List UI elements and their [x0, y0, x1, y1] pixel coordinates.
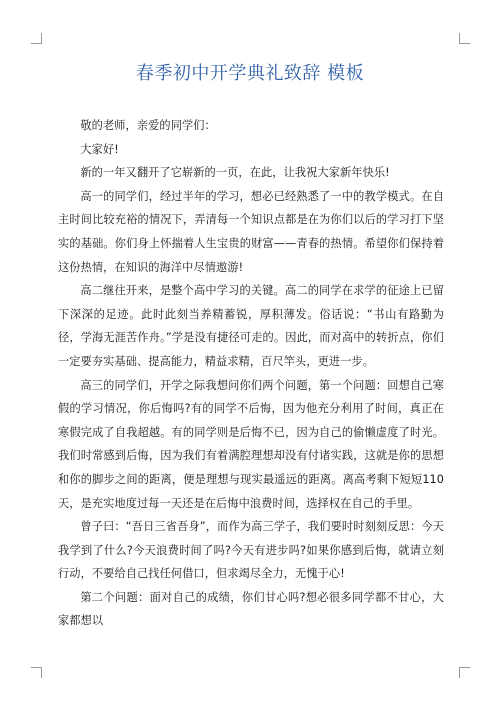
crop-mark-top-right	[459, 33, 470, 44]
paragraph: 曾子曰：“吾日三省吾身”，而作为高三学子，我们要时时刻刻反思：今天我学到了什么?今天浪费时间了吗?今天有进步吗?如果你感到后悔，就请立刻行动，不要给自己找任何借口，但求竭尽全力，无愧于心!	[58, 520, 444, 581]
crop-mark-bottom-left	[31, 667, 42, 678]
paragraph: 高一的同学们，经过半年的学习，想必已经熟悉了一中的教学模式。在自主时间比较充裕的情况下，弄清每一个知识点都是在为你们以后的学习打下坚实的基础。你们身上怀揣着人生宝贵的财富——青春的热情。希望你们保持着这份热情，在知识的海洋中尽情遨游!	[58, 189, 444, 274]
greeting: 大家好!	[80, 142, 119, 156]
paragraph: 高二继往开来，是整个高中学习的关键。高二的同学在求学的征途上已留下深深的足迹。此时此刻当养精蓄锐，厚积薄发。俗话说：“书山有路勤为径，学海无涯苦作舟。”学是没有捷径可走的。因此，而对高中的转折点，你们一定要夯实基础、提高能力，精益求精，百尺竿头，更进一步。	[58, 284, 444, 368]
paragraph: 新的一年又翻开了它崭新的一页，在此，让我祝大家新年快乐!	[80, 166, 390, 180]
document-title: 春季初中开学典礼致辞 模板	[135, 63, 365, 84]
salutation: 敬的老师，亲爱的同学们：	[80, 119, 216, 132]
paragraph: 高三的同学们，开学之际我想问你们两个问题，第一个问题：回想自己寒假的学习情况，你后悔吗?有的同学不后悔，因为他充分利用了时间，真正在寒假完成了自我超越。有的同学则是后悔不已，因为自己的偷懒虚度了时光。我们时常感到后悔，因为我们有着满腔理想却没有付诸实践，这就是你的思想和你的脚步之间的距离，便是理想与现实最遥远的距离。离高考剩下短短110天，是充实地度过每一天还是在后悔中浪费时间，选择权在自己的手里。	[58, 378, 444, 510]
crop-mark-bottom-right	[459, 667, 470, 678]
crop-mark-top-left	[31, 33, 42, 44]
document-body	[58, 114, 444, 633]
paragraph: 第二个问题：面对自己的成绩，你们甘心吗?想必很多同学都不甘心，大家都想以	[58, 590, 444, 628]
